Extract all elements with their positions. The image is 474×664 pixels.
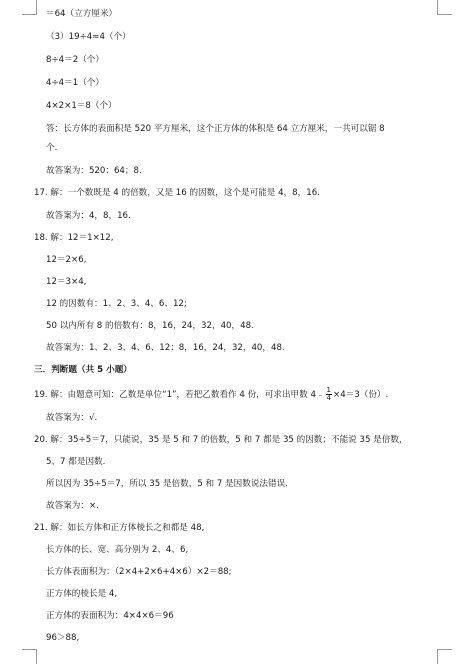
text-line: 故答案为：520；64；8. bbox=[46, 166, 142, 176]
text-line: 故答案为：√. bbox=[46, 413, 98, 423]
text-line-q19 bbox=[34, 387, 388, 402]
text-line: 答：长方体的表面积是 520 平方厘米，这个正方体的体积是 64 立方厘米，一共可以锯 8 bbox=[46, 124, 385, 134]
text-line: 21. 解：如长方体和正方体棱长之和都是 48, bbox=[34, 523, 205, 533]
page-corner-mark bbox=[22, 0, 37, 15]
text-line: 8÷4＝2（个） bbox=[46, 55, 104, 65]
text-line: 三．判断题（共 5 小题） bbox=[34, 365, 132, 375]
text-line: 20. 解：35÷5＝7，只能说，35 是 5 和 7 的倍数，5 和 7 都是 35 的因数；不能说 35 是倍数， bbox=[34, 435, 408, 445]
fraction bbox=[326, 387, 332, 402]
text-line: 长方体表面积为：（2×4+2×6+4×6）×2＝88; bbox=[46, 567, 232, 577]
text-line: 4÷4＝1（个） bbox=[46, 78, 104, 88]
text-line: 长方体的长、宽、高分别为 2、4、6, bbox=[46, 545, 189, 555]
text-line: 4×2×1＝8（个） bbox=[46, 101, 117, 111]
text-line: 所以因为 35÷5＝7，所以 35 是倍数，5 和 7 是因数说法错误. bbox=[46, 479, 288, 489]
text-line: 正方体的棱长是 4, bbox=[46, 589, 118, 599]
text-line: ＝64（立方厘米） bbox=[46, 9, 118, 19]
text-line: 12 的因数有：1、2、3、4、6、12; bbox=[46, 299, 187, 309]
fraction-numerator: 1 bbox=[326, 386, 331, 394]
page-corner-mark bbox=[437, 0, 452, 15]
text-line: 50 以内所有 8 的倍数有：8，16，24，32，40，48. bbox=[46, 321, 254, 331]
page-corner-mark bbox=[437, 649, 452, 664]
page-corner-mark bbox=[22, 649, 37, 664]
text-line: 故答案为：4，8，16. bbox=[46, 211, 131, 221]
text-line: 17. 解：一个数既是 4 的倍数，又是 16 的因数，这个是可能是 4，8，16. bbox=[34, 188, 320, 198]
text-line: 个. bbox=[46, 143, 58, 153]
fraction-denominator: 4 bbox=[326, 394, 331, 402]
text-line: 故答案为：1、2、3、4、6、12；8，16，24，32，40，48. bbox=[46, 343, 285, 353]
text-line: 12＝3×4, bbox=[46, 277, 87, 287]
text-line: 正方体的表面积为：4×4×6＝96 bbox=[46, 611, 174, 621]
q19-suffix: ×4＝3（份）. bbox=[333, 390, 389, 400]
text-line: 18. 解：12＝1×12, bbox=[34, 233, 114, 243]
text-line: （3）19÷4≈4（个） bbox=[46, 32, 131, 42]
text-line: 96＞88, bbox=[46, 633, 80, 643]
text-line: 12＝2×6, bbox=[46, 255, 87, 265]
text-line: 5、7 都是因数. bbox=[46, 457, 106, 467]
q19-prefix: 19. 解：由题意可知：乙数是单位“1”，若把乙数看作 4 份，可求出甲数 4﹣ bbox=[34, 390, 325, 400]
text-line: 故答案为：×. bbox=[46, 501, 99, 511]
